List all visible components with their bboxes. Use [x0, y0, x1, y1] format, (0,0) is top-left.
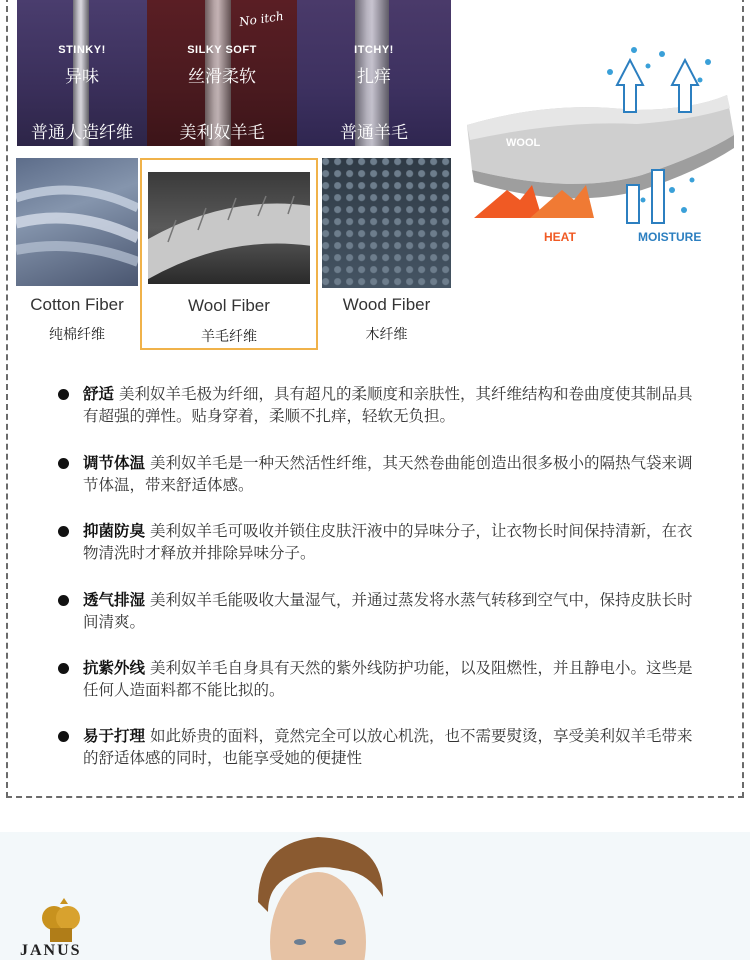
fiber-card-wood	[322, 158, 451, 348]
cotton-fiber-graphic	[16, 158, 138, 286]
wood-fiber-image	[322, 158, 451, 288]
feature-keyword: 抗紫外线	[83, 659, 146, 677]
wool-fiber-graphic	[148, 172, 310, 284]
feature-text: 如此娇贵的面料，竟然完全可以放心机洗，也不需要熨烫，享受美利奴羊毛带来的舒适体感的同时，也能享受她的便捷性	[83, 727, 693, 767]
feature-keyword: 抑菌防臭	[83, 522, 146, 540]
feature-text: 美利奴羊毛能吸收大量湿气，并通过蒸发将水蒸气转移到空气中，保持皮肤长时间清爽。	[83, 591, 693, 631]
handwritten-no-itch: No itch	[238, 8, 285, 30]
feature-text: 美利奴羊毛自身具有天然的紫外线防护功能，以及阻燃性，并且静电小。这些是任何人造面料都不能比拟的。	[83, 659, 693, 699]
wool-fiber-cn-label: 羊毛纤维	[201, 328, 257, 344]
feature-text: 美利奴羊毛极为纤细，具有超凡的柔顺度和亲肤性，其纤维结构和卷曲度使其制品具有超强的弹性。贴身穿着，柔顺不扎痒，轻软无负担。	[83, 385, 693, 425]
moisture-label: MOISTURE	[638, 230, 702, 244]
feature-keyword: 易于打理	[83, 727, 146, 745]
feature-uv	[58, 657, 698, 701]
label-synthetic-fiber: 普通人造纤维	[31, 123, 133, 142]
bullet-icon	[58, 663, 69, 674]
wool-breathability-diagram	[462, 40, 742, 255]
label-merino-wool: 美利奴羊毛	[179, 123, 265, 142]
bullet-icon	[58, 458, 69, 469]
cotton-fiber-image	[16, 158, 138, 286]
feature-keyword: 调节体温	[83, 454, 146, 472]
photo-merino-wool	[147, 0, 297, 146]
feature-breathable	[58, 589, 698, 633]
feature-text: 美利奴羊毛可吸收并锁住皮肤汗液中的异味分子，让衣物长时间保持清新，在衣物清洗时才释放并排除异味分子。	[83, 522, 693, 562]
brand-name: JANUS	[20, 942, 82, 959]
photo-synthetic-fiber	[17, 0, 147, 146]
feature-keyword: 舒适	[83, 385, 115, 403]
label-stinky: STINKY!	[58, 44, 106, 56]
fiber-card-cotton	[16, 158, 138, 348]
janus-logo-icon	[36, 896, 86, 946]
feature-comfort	[58, 383, 698, 427]
wood-fiber-label: Wood Fiber	[342, 295, 431, 314]
bullet-icon	[58, 595, 69, 606]
label-ordinary-wool: 普通羊毛	[340, 123, 408, 142]
fiber-card-wool	[140, 158, 318, 350]
feature-antibacterial	[58, 520, 698, 564]
feature-temperature	[58, 452, 698, 496]
wool-fiber-label: Wool Fiber	[188, 296, 270, 315]
label-stinky-cn: 异味	[65, 67, 99, 86]
bullet-icon	[58, 389, 69, 400]
cotton-fiber-cn-label: 纯棉纤维	[49, 326, 105, 342]
label-silky-soft-cn: 丝滑柔软	[188, 67, 256, 86]
model-portrait	[248, 832, 398, 960]
wool-label: WOOL	[506, 137, 541, 149]
brand-banner	[0, 832, 750, 960]
label-itchy: ITCHY!	[354, 44, 394, 56]
wool-layer-graphic	[462, 40, 742, 255]
label-itchy-cn: 扎痒	[357, 67, 391, 86]
photo-ordinary-wool	[297, 0, 451, 146]
heat-label: HEAT	[544, 230, 576, 244]
feature-text: 美利奴羊毛是一种天然活性纤维，其天然卷曲能创造出很多极小的隔热气袋来调节体温，带来舒适体感。	[83, 454, 693, 494]
wool-fiber-image	[148, 172, 310, 284]
wood-fiber-cn-label: 木纤维	[365, 326, 408, 342]
label-silky-soft: SILKY SOFT	[187, 44, 257, 56]
feature-easy-care	[58, 725, 698, 769]
feature-keyword: 透气排湿	[83, 591, 146, 609]
bullet-icon	[58, 526, 69, 537]
cotton-fiber-label: Cotton Fiber	[30, 295, 124, 314]
bullet-icon	[58, 731, 69, 742]
